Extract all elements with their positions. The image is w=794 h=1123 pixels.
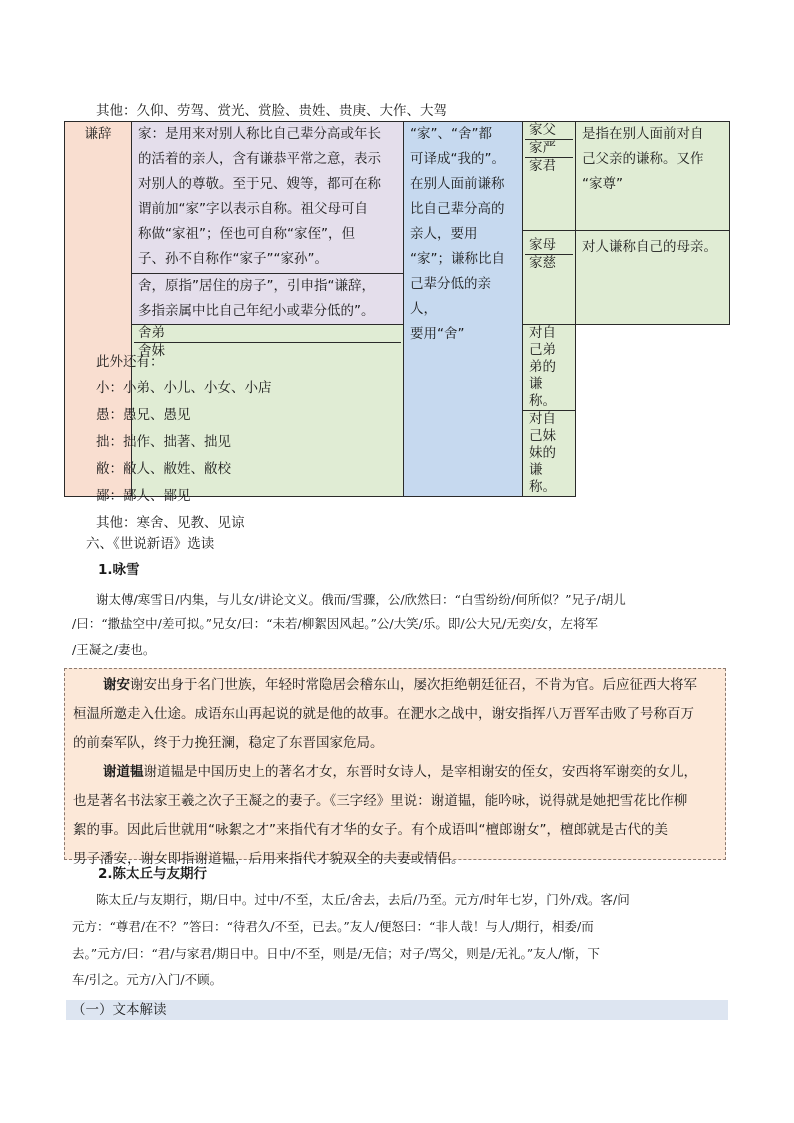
father-meaning-cell bbox=[576, 122, 730, 231]
poem1-line: /王凝之/妻也。 bbox=[72, 642, 156, 657]
term: 家母 bbox=[529, 237, 556, 254]
term: 家严 bbox=[525, 139, 573, 157]
mother-terms-cell bbox=[523, 231, 576, 325]
meaning-line: 是指在别人面前对自 bbox=[582, 126, 704, 142]
meaning-line: 己父亲的谦称。又作 bbox=[582, 151, 704, 167]
def-line: 称做“家祖”；侄也可自称“家侄”，但 bbox=[138, 226, 355, 242]
meaning-line: 对人谦称自己的母亲。 bbox=[582, 239, 717, 256]
father-terms-cell bbox=[523, 122, 576, 231]
poem2-line: 陈太丘/与友期行，期/日中。过中/不至，太丘/舍去，去后/乃至。元方/时年七岁，门外/戏。客/问 bbox=[96, 892, 630, 907]
poem1-line: 谢太傅/寒雪日/内集，与儿女/讲论文义。俄而/雪骤，公/欣然曰：“白雪纷纷/何所似？”兄子/胡儿 bbox=[96, 592, 626, 607]
note-line: 谢道韫是中国历史上的著名才女，东晋时女诗人，是宰相谢安的侄女，安西将军谢奕的女儿， bbox=[143, 764, 698, 780]
she-meaning-cell bbox=[523, 325, 576, 497]
note-line: 比自己辈分高的 bbox=[410, 201, 505, 217]
poem1-line: /曰：“撒盐空中/差可拟。”兄女/曰：“未若/柳絮因风起。”公/大笑/乐。即/公大兄/无奕/女，左将军 bbox=[72, 616, 598, 631]
poem2-line: 去。”元方/曰：“君/与家君/期日中。日中/不至，则是/无信；对子/骂父，则是/无礼。”友人/惭，下 bbox=[72, 946, 600, 961]
note-line: 的前秦军队，终于力挽狂澜，稳定了东晋国家危局。 bbox=[73, 735, 384, 751]
def-line: 舍，原指”居住的房子”，引申指“谦辞， bbox=[138, 278, 375, 294]
term: 家父 bbox=[529, 122, 556, 138]
note-line: 也是著名书法家王羲之次子王凝之的妻子。《三字经》里说：谢道韫，能吟咏，说得就是她把雪花比作柳 bbox=[73, 793, 688, 809]
note-line: 己辈分低的亲人， bbox=[410, 276, 491, 317]
def-line: 谓前加“家”字以表示自称。祖父母可自 bbox=[138, 201, 368, 217]
section-six-title: 六、《世说新语》选读 bbox=[86, 536, 215, 552]
note-xie-an bbox=[73, 671, 717, 700]
extra-item: 其他：寒舍、见教、见谅 bbox=[96, 515, 245, 531]
meaning-line: “家尊” bbox=[582, 176, 623, 192]
note-line: 亲人，要用 bbox=[410, 226, 478, 242]
def-line: 子、孙不自称作“家子”“家孙”。 bbox=[138, 251, 328, 267]
extra-intro: 此外还有： bbox=[96, 354, 164, 370]
def-line: 对别人的尊敬。至于兄、嫂等，都可在称 bbox=[138, 176, 381, 192]
def-line: 家：是用来对别人称比自己辈分高或年长 bbox=[138, 126, 381, 142]
term: 舍弟 bbox=[138, 325, 165, 341]
term: 舍妹 bbox=[134, 342, 401, 360]
note-line: 絮的事。因此后世就用“咏絮之才”来指代有才华的女子。有个成语叫“檀郎谢女”，檀郎就是古代的美 bbox=[73, 822, 668, 838]
meaning-line: 对自己妹妹的谦称。 bbox=[523, 410, 575, 496]
meaning-line: 对自己弟弟的谦称。 bbox=[529, 325, 556, 409]
def-line: 多指亲属中比自己年纪小或辈分低的”。 bbox=[138, 303, 375, 319]
usage-note-cell bbox=[404, 122, 523, 497]
extra-item: 愚：愚兄、愚见 bbox=[96, 407, 191, 423]
extra-item: 敝：敝人、敝姓、敝校 bbox=[96, 461, 231, 477]
other-compliments-line: 其他：久仰、劳驾、赏光、赏脸、贵姓、贵庚、大作、大驾 bbox=[96, 103, 447, 119]
poem1-title: 1.咏雪 bbox=[98, 562, 140, 578]
note-xie-daoyun bbox=[73, 758, 717, 787]
note-head: 谢道韫 bbox=[103, 764, 144, 780]
table-label: 谦辞 bbox=[84, 126, 112, 142]
poem2-title: 2.陈太丘与友期行 bbox=[98, 866, 208, 882]
note-line: “家”；谦称比自 bbox=[410, 251, 505, 267]
note-line: 要用“舍” bbox=[410, 326, 465, 342]
note-line: 在别人面前谦称 bbox=[410, 176, 505, 192]
section-bar-text-reading bbox=[66, 1000, 728, 1020]
section-bar-label: （一）文本解读 bbox=[72, 1002, 167, 1018]
extra-item: 小：小弟、小儿、小女、小店 bbox=[96, 380, 272, 396]
note-line: 男子潘安，谢女即指谢道韫，后用来指代才貌双全的夫妻或情侣。 bbox=[73, 851, 465, 867]
term: 家慈 bbox=[525, 254, 573, 272]
term: 家君 bbox=[525, 157, 573, 175]
poem2-line: 车/引之。元方/入门/不顾。 bbox=[72, 972, 223, 987]
note-line: 可译成“我的”。 bbox=[410, 151, 505, 167]
note-line: 桓温所邀走入仕途。成语东山再起说的就是他的故事。在淝水之战中，谢安指挥八万晋军击败了号称百万 bbox=[73, 706, 694, 722]
mother-meaning-cell bbox=[576, 231, 730, 325]
jia-definition-cell bbox=[132, 122, 404, 325]
poem2-line: 元方：“尊君/在不？”答曰：“待君久/不至，已去。”友人/便怒曰：“非人哉！与人/期行，相委/而 bbox=[72, 919, 594, 934]
note-head: 谢安 bbox=[103, 677, 131, 693]
note-line: 谢安出身于名门世族，年轻时常隐居会稽东山，屡次拒绝朝廷征召，不肯为官。后应征西大将军 bbox=[130, 677, 698, 693]
def-line: 的活着的亲人，含有谦恭平常之意，表示 bbox=[138, 151, 381, 167]
background-note-box bbox=[64, 668, 726, 867]
note-line: “家”、“舍”都 bbox=[410, 126, 492, 142]
extra-item: 鄙：鄙人、鄙见 bbox=[96, 488, 191, 504]
extra-item: 拙：拙作、拙著、拙见 bbox=[96, 434, 231, 450]
